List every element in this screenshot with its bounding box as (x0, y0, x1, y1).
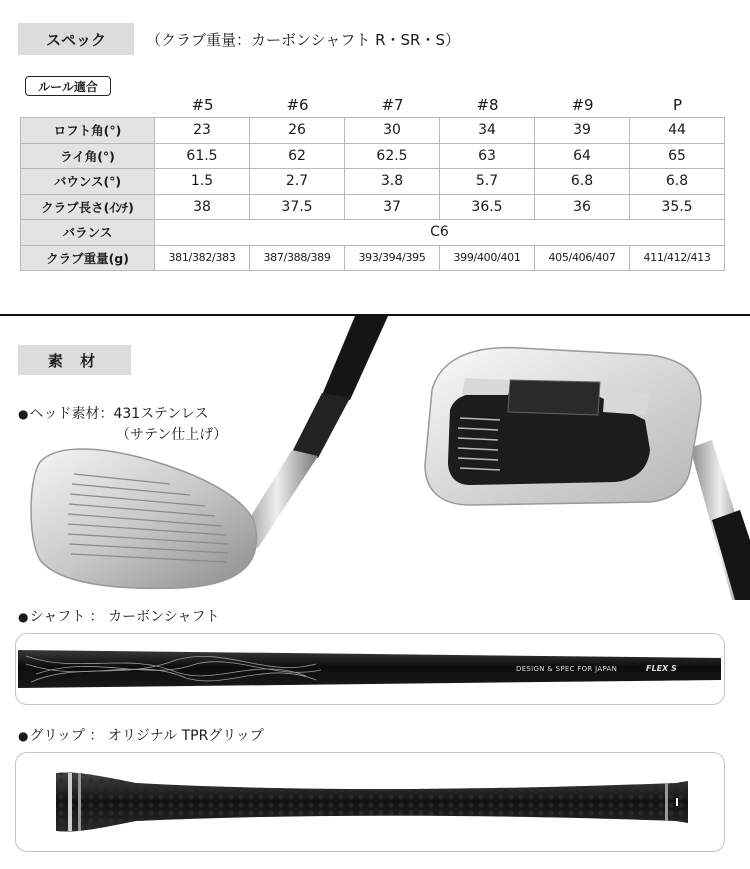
table-cell: 64 (535, 143, 630, 169)
spec-subtitle: （クラブ重量：カーボンシャフト R・SR・S） (146, 31, 460, 49)
grip-label: ● グリップ ： オリジナル TPRグリップ (18, 725, 264, 745)
table-cell: 405/406/407 (535, 245, 630, 271)
table-cell: 2.7 (250, 169, 345, 195)
spec-section-tag: スペック (18, 23, 134, 55)
table-row (21, 245, 725, 271)
spec-table (20, 117, 725, 271)
table-cell: 393/394/395 (345, 245, 440, 271)
table-cell: 26 (250, 118, 345, 144)
table-cell: 381/382/383 (155, 245, 250, 271)
table-cell: 3.8 (345, 169, 440, 195)
row-label: クラブ長さ(ｲﾝﾁ) (21, 194, 155, 220)
table-cell: 62.5 (345, 143, 440, 169)
table-row (21, 194, 725, 220)
table-cell: 44 (630, 118, 725, 144)
iron-head-illustration (0, 316, 750, 634)
row-label: バランス (21, 220, 155, 246)
table-row (21, 118, 725, 144)
table-cell: 34 (440, 118, 535, 144)
table-cell: 36.5 (440, 194, 535, 220)
table-cell: 61.5 (155, 143, 250, 169)
shaft-flex-text: FLEX S (646, 664, 677, 673)
table-cell: 63 (440, 143, 535, 169)
table-cell: 37 (345, 194, 440, 220)
table-cell: 399/400/401 (440, 245, 535, 271)
column-header: #9 (571, 96, 594, 114)
balance-value: C6 (155, 220, 725, 246)
row-label: ライ角(°) (21, 143, 155, 169)
column-header: #6 (286, 96, 309, 114)
row-label: ロフト角(°) (21, 118, 155, 144)
table-cell: 35.5 (630, 194, 725, 220)
table-cell: 387/388/389 (250, 245, 345, 271)
shaft-label: ● シャフト ： カーボンシャフト (18, 606, 219, 626)
table-cell: 1.5 (155, 169, 250, 195)
table-cell: 39 (535, 118, 630, 144)
shaft-print-text: DESIGN & SPEC FOR JAPAN (516, 665, 618, 673)
head-finish-label: （サテン仕上げ） (116, 427, 228, 443)
table-cell: 411/412/413 (630, 245, 725, 271)
table-cell: 5.7 (440, 169, 535, 195)
table-cell: 38 (155, 194, 250, 220)
column-header: #5 (191, 96, 214, 114)
table-row (21, 143, 725, 169)
grip-illustration (16, 753, 723, 850)
table-cell: 6.8 (630, 169, 725, 195)
table-row (21, 220, 725, 246)
head-material-label: ● ヘッド素材：431ステンレス (18, 403, 208, 423)
row-label: クラブ重量(g) (21, 245, 155, 271)
table-cell: 36 (535, 194, 630, 220)
column-header: #7 (381, 96, 404, 114)
table-cell: 65 (630, 143, 725, 169)
table-cell: 62 (250, 143, 345, 169)
row-label: バウンス(°) (21, 169, 155, 195)
table-cell: 37.5 (250, 194, 345, 220)
table-cell: 30 (345, 118, 440, 144)
rule-compliant-badge: ルール適合 (25, 76, 111, 96)
table-row (21, 169, 725, 195)
column-header: #8 (476, 96, 499, 114)
material-section-tag: 素 材 (18, 345, 131, 375)
shaft-panel (15, 633, 725, 705)
column-header: P (672, 96, 683, 114)
grip-panel (15, 752, 725, 852)
table-cell: 23 (155, 118, 250, 144)
table-cell: 6.8 (535, 169, 630, 195)
